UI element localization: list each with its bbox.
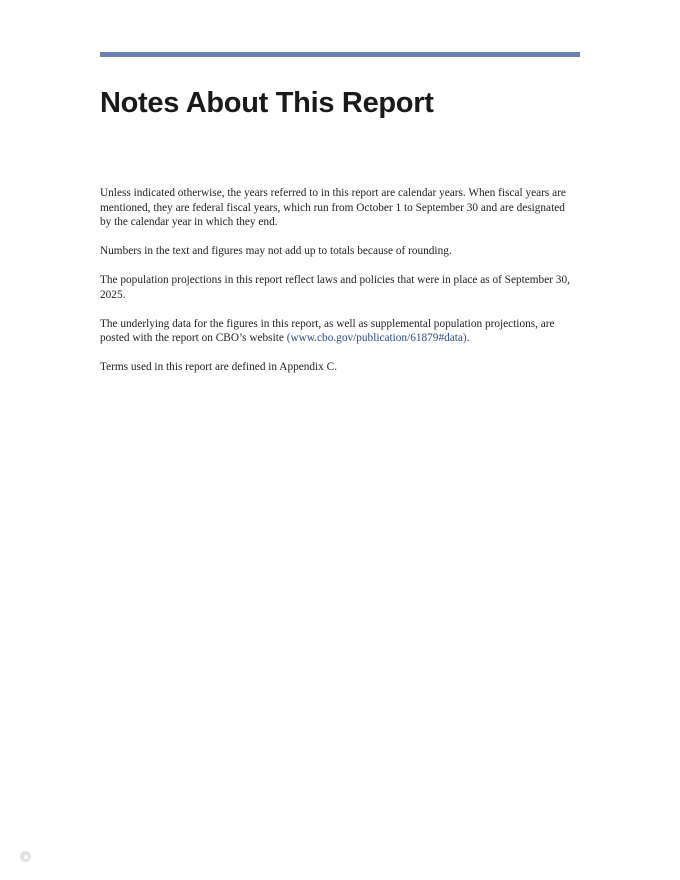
- note-terms: Terms used in this report are defined in Appendix C.: [100, 361, 338, 373]
- note-data-text: The underlying data for the figures in this report, as well as supplemental population projections, are posted with the report on CBO’s website: [100, 317, 555, 344]
- note-fiscal-years: Unless indicated otherwise, the years referred to in this report are calendar years. When fiscal years are mentioned, they are federal fiscal years, which run from October 1 to September 30 and are designated by the calendar year in which they end.: [100, 187, 566, 228]
- note-rounding: Numbers in the text and figures may not add up to totals because of rounding.: [100, 245, 452, 257]
- notes-body: [100, 186, 572, 389]
- page-title: Notes About This Report: [100, 87, 434, 119]
- header-rule: [100, 52, 580, 57]
- note-policy-date: The population projections in this report reflect laws and policies that were in place as of September 30, 2025.: [100, 274, 570, 301]
- note-data-period: .: [466, 332, 470, 344]
- data-link[interactable]: (www.cbo.gov/publication/61879#data): [286, 332, 467, 344]
- note-data-location: [100, 317, 572, 346]
- page-marker-icon: [20, 851, 31, 862]
